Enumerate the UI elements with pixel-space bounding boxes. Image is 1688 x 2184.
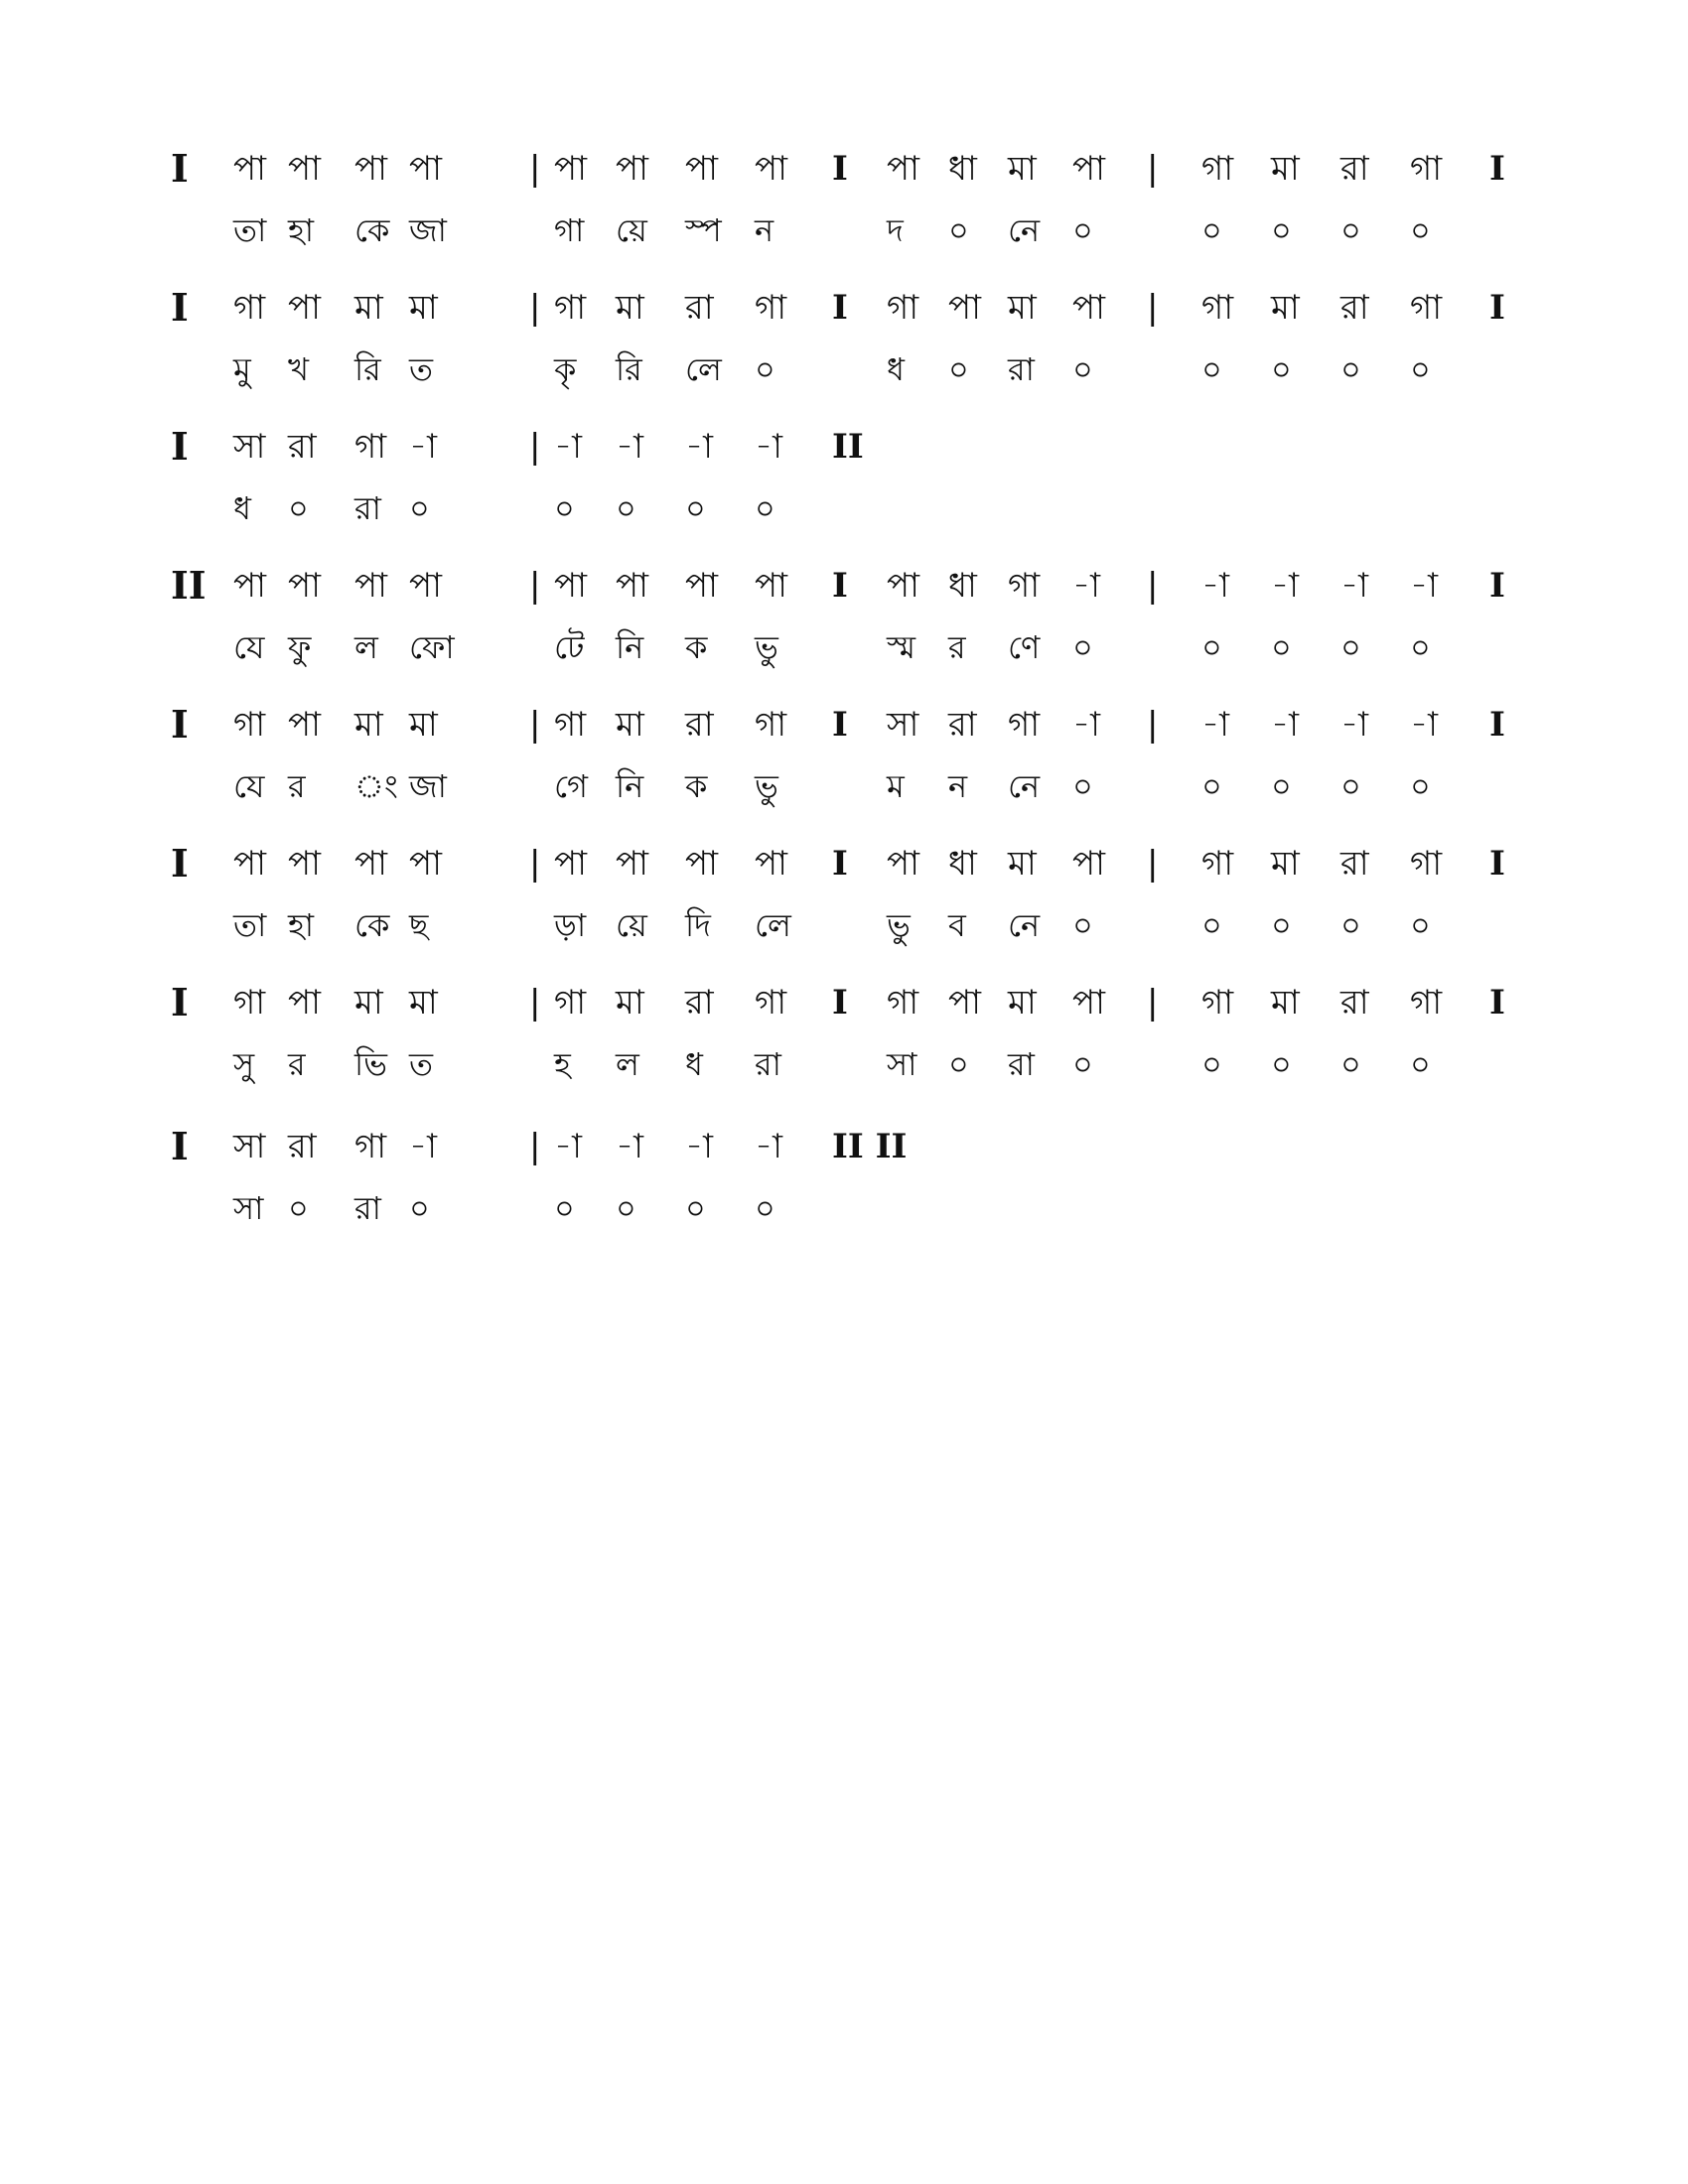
- swara-note: পা: [887, 844, 919, 884]
- swara-note: পা: [233, 844, 266, 884]
- lyric-syllable: ০: [1201, 628, 1222, 666]
- lyric-syllable: হা: [288, 906, 315, 944]
- swara-note: রা: [685, 288, 714, 328]
- lyric-syllable: ল: [354, 628, 378, 666]
- lyric-syllable: ০: [1072, 628, 1093, 666]
- swara-note: -া: [1410, 705, 1438, 745]
- swara-note: -া: [1271, 566, 1299, 606]
- beat-divider: |: [1147, 983, 1159, 1023]
- lyric-syllable: ০: [1072, 767, 1093, 805]
- swara-note: পা: [354, 844, 387, 884]
- lyric-syllable: রা: [755, 1045, 781, 1083]
- lyric-syllable: লে: [755, 906, 791, 944]
- lyric-syllable: জা: [409, 767, 447, 805]
- swara-line: [0, 417, 1688, 477]
- swara-line: [0, 556, 1688, 615]
- swara-note: মা: [616, 705, 644, 745]
- swara-note: পা: [755, 149, 787, 189]
- beat-divider: |: [1147, 149, 1159, 189]
- swara-note: গা: [887, 983, 919, 1023]
- lyric-syllable: য়ে: [616, 906, 647, 944]
- swara-note: পা: [1072, 844, 1105, 884]
- swara-note: মা: [354, 288, 383, 328]
- swara-note: পা: [233, 566, 266, 606]
- lyric-syllable: ০: [1340, 350, 1361, 388]
- lyric-syllable: গে: [554, 767, 588, 805]
- lyric-syllable: ০: [616, 1189, 636, 1227]
- swara-note: -া: [554, 1127, 582, 1166]
- swara-note: পা: [887, 566, 919, 606]
- barline: I: [832, 149, 848, 189]
- swara-note: পা: [233, 149, 266, 189]
- swara-note: -া: [1072, 705, 1100, 745]
- lyric-syllable: হ: [554, 1045, 571, 1083]
- swara-note: পা: [1072, 983, 1105, 1023]
- lyric-syllable: য়ে: [616, 211, 647, 249]
- barline: I: [832, 705, 848, 745]
- lyric-syllable: ০: [1410, 767, 1431, 805]
- lyric-syllable: ০: [409, 489, 430, 527]
- lyric-syllable: কে: [354, 906, 390, 944]
- swara-note: মা: [1271, 149, 1300, 189]
- barline: I: [832, 288, 848, 328]
- swara-note: রা: [685, 983, 714, 1023]
- lyric-syllable: ০: [1340, 906, 1361, 944]
- lyric-syllable: ০: [1271, 1045, 1292, 1083]
- swara-note: গা: [554, 705, 587, 745]
- barline: I: [832, 566, 848, 606]
- opening-barline: II: [171, 563, 207, 608]
- barline: I: [1489, 983, 1505, 1023]
- lyric-syllable: ধ: [233, 489, 251, 527]
- beat-divider: |: [529, 844, 541, 884]
- swara-note: -া: [685, 427, 713, 467]
- lyric-line: [0, 201, 1688, 260]
- lyric-syllable: ০: [1410, 906, 1431, 944]
- swara-note: রা: [948, 705, 977, 745]
- swara-note: পা: [616, 844, 648, 884]
- swara-note: -া: [1410, 566, 1438, 606]
- swara-note: ধা: [948, 149, 977, 189]
- lyric-syllable: যে: [233, 628, 265, 666]
- swara-note: গা: [1201, 983, 1234, 1023]
- lyric-syllable: টে: [554, 628, 585, 666]
- lyric-syllable: খ: [288, 350, 310, 388]
- swara-note: -া: [616, 1127, 643, 1166]
- lyric-syllable: ০: [1201, 1045, 1222, 1083]
- swara-note: পা: [685, 149, 718, 189]
- lyric-syllable: ০: [1271, 211, 1292, 249]
- swara-note: মা: [1008, 149, 1037, 189]
- beat-divider: |: [529, 149, 541, 189]
- lyric-syllable: নি: [616, 767, 644, 805]
- lyric-syllable: ০: [948, 350, 969, 388]
- swara-note: পা: [685, 844, 718, 884]
- lyric-syllable: র: [288, 1045, 306, 1083]
- swara-note: পা: [409, 149, 442, 189]
- lyric-syllable: নে: [1008, 906, 1041, 944]
- lyric-syllable: ০: [948, 1045, 969, 1083]
- lyric-syllable: ০: [616, 489, 636, 527]
- lyric-line: [0, 1034, 1688, 1094]
- lyric-line: [0, 1178, 1688, 1238]
- lyric-syllable: লে: [685, 350, 722, 388]
- swara-note: মা: [1008, 983, 1037, 1023]
- lyric-syllable: ০: [1201, 350, 1222, 388]
- swara-note: পা: [1072, 288, 1105, 328]
- opening-barline: I: [171, 980, 189, 1024]
- swara-line: [0, 139, 1688, 199]
- swara-note: রা: [288, 427, 317, 467]
- swara-note: পা: [288, 288, 321, 328]
- barline: I: [832, 844, 848, 884]
- swara-note: রা: [1340, 983, 1369, 1023]
- swara-note: পা: [616, 149, 648, 189]
- lyric-syllable: স্প: [685, 211, 722, 249]
- swara-note: -া: [1201, 705, 1229, 745]
- lyric-syllable: জা: [409, 211, 447, 249]
- swara-note: পা: [554, 844, 587, 884]
- swara-note: গা: [233, 983, 266, 1023]
- lyric-syllable: রা: [1008, 1045, 1035, 1083]
- lyric-syllable: ভু: [755, 628, 778, 666]
- swara-note: গা: [1201, 288, 1234, 328]
- lyric-syllable: দ: [887, 211, 904, 249]
- lyric-syllable: ০: [948, 211, 969, 249]
- beat-divider: |: [529, 427, 541, 467]
- swara-note: পা: [288, 983, 321, 1023]
- swara-line: [0, 1117, 1688, 1176]
- lyric-syllable: ভু: [887, 906, 911, 944]
- swara-note: গা: [233, 705, 266, 745]
- swara-note: পা: [288, 566, 321, 606]
- swara-note: পা: [887, 149, 919, 189]
- swara-note: সা: [887, 705, 919, 745]
- lyric-syllable: ০: [554, 489, 575, 527]
- lyric-syllable: ০: [1340, 767, 1361, 805]
- swara-note: মা: [409, 288, 438, 328]
- lyric-syllable: ০: [685, 489, 706, 527]
- swara-line: [0, 278, 1688, 338]
- swara-note: গা: [755, 705, 787, 745]
- lyric-syllable: র: [948, 628, 966, 666]
- beat-divider: |: [529, 288, 541, 328]
- beat-divider: |: [1147, 844, 1159, 884]
- lyric-syllable: ০: [288, 489, 309, 527]
- lyric-syllable: ত: [409, 350, 434, 388]
- lyric-syllable: তা: [233, 906, 267, 944]
- beat-divider: |: [1147, 288, 1159, 328]
- barline: II: [832, 427, 864, 467]
- lyric-syllable: ০: [1340, 211, 1361, 249]
- swara-note: -া: [1201, 566, 1229, 606]
- lyric-syllable: ০: [1271, 350, 1292, 388]
- barline: I: [1489, 288, 1505, 328]
- swara-note: রা: [288, 1127, 317, 1166]
- swara-line: [0, 834, 1688, 893]
- swara-note: মা: [616, 983, 644, 1023]
- lyric-line: [0, 756, 1688, 816]
- lyric-syllable: ০: [755, 489, 775, 527]
- swara-note: পা: [409, 566, 442, 606]
- swara-note: গা: [354, 1127, 387, 1166]
- lyric-line: [0, 478, 1688, 538]
- swara-note: -া: [1340, 566, 1368, 606]
- lyric-syllable: ফো: [409, 628, 455, 666]
- lyric-syllable: ভি: [354, 1045, 387, 1083]
- swara-note: গা: [887, 288, 919, 328]
- swara-note: পা: [948, 288, 981, 328]
- swara-note: পা: [288, 705, 321, 745]
- lyric-syllable: ০: [1201, 211, 1222, 249]
- swara-note: রা: [1340, 149, 1369, 189]
- barline: I: [1489, 705, 1505, 745]
- lyric-syllable: ভু: [755, 767, 778, 805]
- lyric-syllable: রি: [354, 350, 381, 388]
- swara-note: মা: [409, 705, 438, 745]
- beat-divider: |: [1147, 705, 1159, 745]
- lyric-line: [0, 895, 1688, 955]
- lyric-syllable: নি: [616, 628, 644, 666]
- swara-note: ধা: [948, 566, 977, 606]
- lyric-syllable: ফু: [288, 628, 312, 666]
- swara-note: মা: [1271, 288, 1300, 328]
- lyric-syllable: ০: [554, 1189, 575, 1227]
- beat-divider: |: [529, 566, 541, 606]
- lyric-syllable: ০: [1201, 906, 1222, 944]
- lyric-syllable: ন: [755, 211, 774, 249]
- lyric-syllable: ত: [409, 1045, 434, 1083]
- swara-note: মা: [354, 983, 383, 1023]
- lyric-syllable: সু: [233, 1045, 255, 1083]
- lyric-line: [0, 617, 1688, 677]
- swara-note: গা: [1201, 149, 1234, 189]
- swara-note: গা: [354, 427, 387, 467]
- lyric-syllable: ০: [1340, 628, 1361, 666]
- lyric-syllable: রা: [354, 1189, 381, 1227]
- swara-note: পা: [554, 149, 587, 189]
- lyric-line: [0, 340, 1688, 399]
- lyric-syllable: তা: [233, 211, 267, 249]
- swara-line: [0, 973, 1688, 1032]
- opening-barline: I: [171, 424, 189, 469]
- swara-note: -া: [616, 427, 643, 467]
- swara-note: মা: [1271, 983, 1300, 1023]
- opening-barline: I: [171, 1124, 189, 1168]
- lyric-syllable: ০: [1271, 628, 1292, 666]
- lyric-syllable: ০: [755, 1189, 775, 1227]
- lyric-syllable: ম: [887, 767, 905, 805]
- lyric-syllable: ধ: [685, 1045, 703, 1083]
- lyric-syllable: ০: [1340, 1045, 1361, 1083]
- swara-note: রা: [1340, 844, 1369, 884]
- lyric-syllable: ড়া: [554, 906, 587, 944]
- lyric-syllable: ০: [1072, 1045, 1093, 1083]
- swara-note: মা: [1008, 288, 1037, 328]
- beat-divider: |: [529, 1127, 541, 1166]
- lyric-syllable: কৃ: [554, 350, 577, 388]
- opening-barline: I: [171, 841, 189, 886]
- lyric-syllable: ০: [1072, 906, 1093, 944]
- swara-note: পা: [354, 566, 387, 606]
- swara-note: পা: [948, 983, 981, 1023]
- swara-note: পা: [755, 566, 787, 606]
- swara-note: মা: [354, 705, 383, 745]
- swara-note: পা: [685, 566, 718, 606]
- swara-note: -া: [755, 1127, 782, 1166]
- swara-note: সা: [233, 427, 266, 467]
- lyric-syllable: ০: [1271, 767, 1292, 805]
- lyric-syllable: দি: [685, 906, 711, 944]
- swara-note: -া: [554, 427, 582, 467]
- lyric-syllable: ০: [1410, 211, 1431, 249]
- lyric-syllable: স্ম: [887, 628, 916, 666]
- lyric-syllable: কে: [354, 211, 390, 249]
- swara-note: -া: [409, 1127, 437, 1166]
- lyric-syllable: রা: [354, 489, 381, 527]
- lyric-syllable: ক: [685, 767, 708, 805]
- lyric-syllable: ০: [1410, 350, 1431, 388]
- swara-note: পা: [616, 566, 648, 606]
- swara-line: [0, 695, 1688, 754]
- lyric-syllable: র: [288, 767, 306, 805]
- swara-note: মা: [1271, 844, 1300, 884]
- swara-note: পা: [354, 149, 387, 189]
- lyric-syllable: নে: [1008, 767, 1041, 805]
- beat-divider: |: [529, 983, 541, 1023]
- lyric-syllable: ন: [948, 767, 968, 805]
- swara-note: গা: [755, 983, 787, 1023]
- beat-divider: |: [529, 705, 541, 745]
- lyric-syllable: ০: [1072, 211, 1093, 249]
- barline: II II: [832, 1127, 908, 1166]
- swara-note: -া: [409, 427, 437, 467]
- opening-barline: I: [171, 146, 189, 191]
- swara-note: গা: [554, 288, 587, 328]
- swara-note: গা: [1201, 844, 1234, 884]
- swara-note: পা: [755, 844, 787, 884]
- swara-note: গা: [1410, 288, 1443, 328]
- lyric-syllable: ০: [1072, 350, 1093, 388]
- swara-note: পা: [288, 844, 321, 884]
- swara-note: গা: [1008, 705, 1041, 745]
- lyric-syllable: নে: [1008, 211, 1041, 249]
- lyric-syllable: ০: [755, 350, 775, 388]
- barline: I: [1489, 844, 1505, 884]
- lyric-syllable: সা: [887, 1045, 917, 1083]
- swara-note: পা: [288, 149, 321, 189]
- lyric-syllable: ল: [616, 1045, 639, 1083]
- barline: I: [1489, 149, 1505, 189]
- lyric-syllable: ছ: [409, 906, 429, 944]
- lyric-syllable: ০: [1410, 628, 1431, 666]
- swara-note: পা: [554, 566, 587, 606]
- swara-note: গা: [1410, 149, 1443, 189]
- swara-note: -া: [1072, 566, 1100, 606]
- swara-note: গা: [1008, 566, 1041, 606]
- swara-note: গা: [1410, 983, 1443, 1023]
- lyric-syllable: ব: [948, 906, 966, 944]
- swara-note: মা: [409, 983, 438, 1023]
- opening-barline: I: [171, 702, 189, 747]
- barline: I: [832, 983, 848, 1023]
- swara-note: -া: [1340, 705, 1368, 745]
- swara-note: মা: [1008, 844, 1037, 884]
- swara-note: পা: [1072, 149, 1105, 189]
- swara-note: সা: [233, 1127, 266, 1166]
- swara-note: গা: [233, 288, 266, 328]
- lyric-syllable: সা: [233, 1189, 264, 1227]
- lyric-syllable: গা: [554, 211, 585, 249]
- swara-note: মা: [616, 288, 644, 328]
- lyric-syllable: ০: [1201, 767, 1222, 805]
- lyric-syllable: ং: [354, 767, 398, 805]
- lyric-syllable: রি: [616, 350, 642, 388]
- lyric-syllable: ০: [288, 1189, 309, 1227]
- lyric-syllable: ক: [685, 628, 708, 666]
- swara-note: গা: [755, 288, 787, 328]
- lyric-syllable: যে: [233, 767, 265, 805]
- beat-divider: |: [1147, 566, 1159, 606]
- lyric-syllable: ০: [685, 1189, 706, 1227]
- lyric-syllable: ণে: [1008, 628, 1041, 666]
- swara-note: ধা: [948, 844, 977, 884]
- lyric-syllable: রা: [1008, 350, 1035, 388]
- lyric-syllable: ০: [1410, 1045, 1431, 1083]
- lyric-syllable: ০: [409, 1189, 430, 1227]
- swara-note: -া: [755, 427, 782, 467]
- opening-barline: I: [171, 285, 189, 330]
- swara-note: গা: [554, 983, 587, 1023]
- swara-note: -া: [1271, 705, 1299, 745]
- barline: I: [1489, 566, 1505, 606]
- lyric-syllable: ০: [1271, 906, 1292, 944]
- lyric-syllable: মু: [233, 350, 251, 388]
- lyric-syllable: ধ: [887, 350, 905, 388]
- lyric-syllable: হা: [288, 211, 315, 249]
- swara-note: পা: [409, 844, 442, 884]
- swara-note: গা: [1410, 844, 1443, 884]
- swara-note: রা: [1340, 288, 1369, 328]
- swara-note: রা: [685, 705, 714, 745]
- swara-note: -া: [685, 1127, 713, 1166]
